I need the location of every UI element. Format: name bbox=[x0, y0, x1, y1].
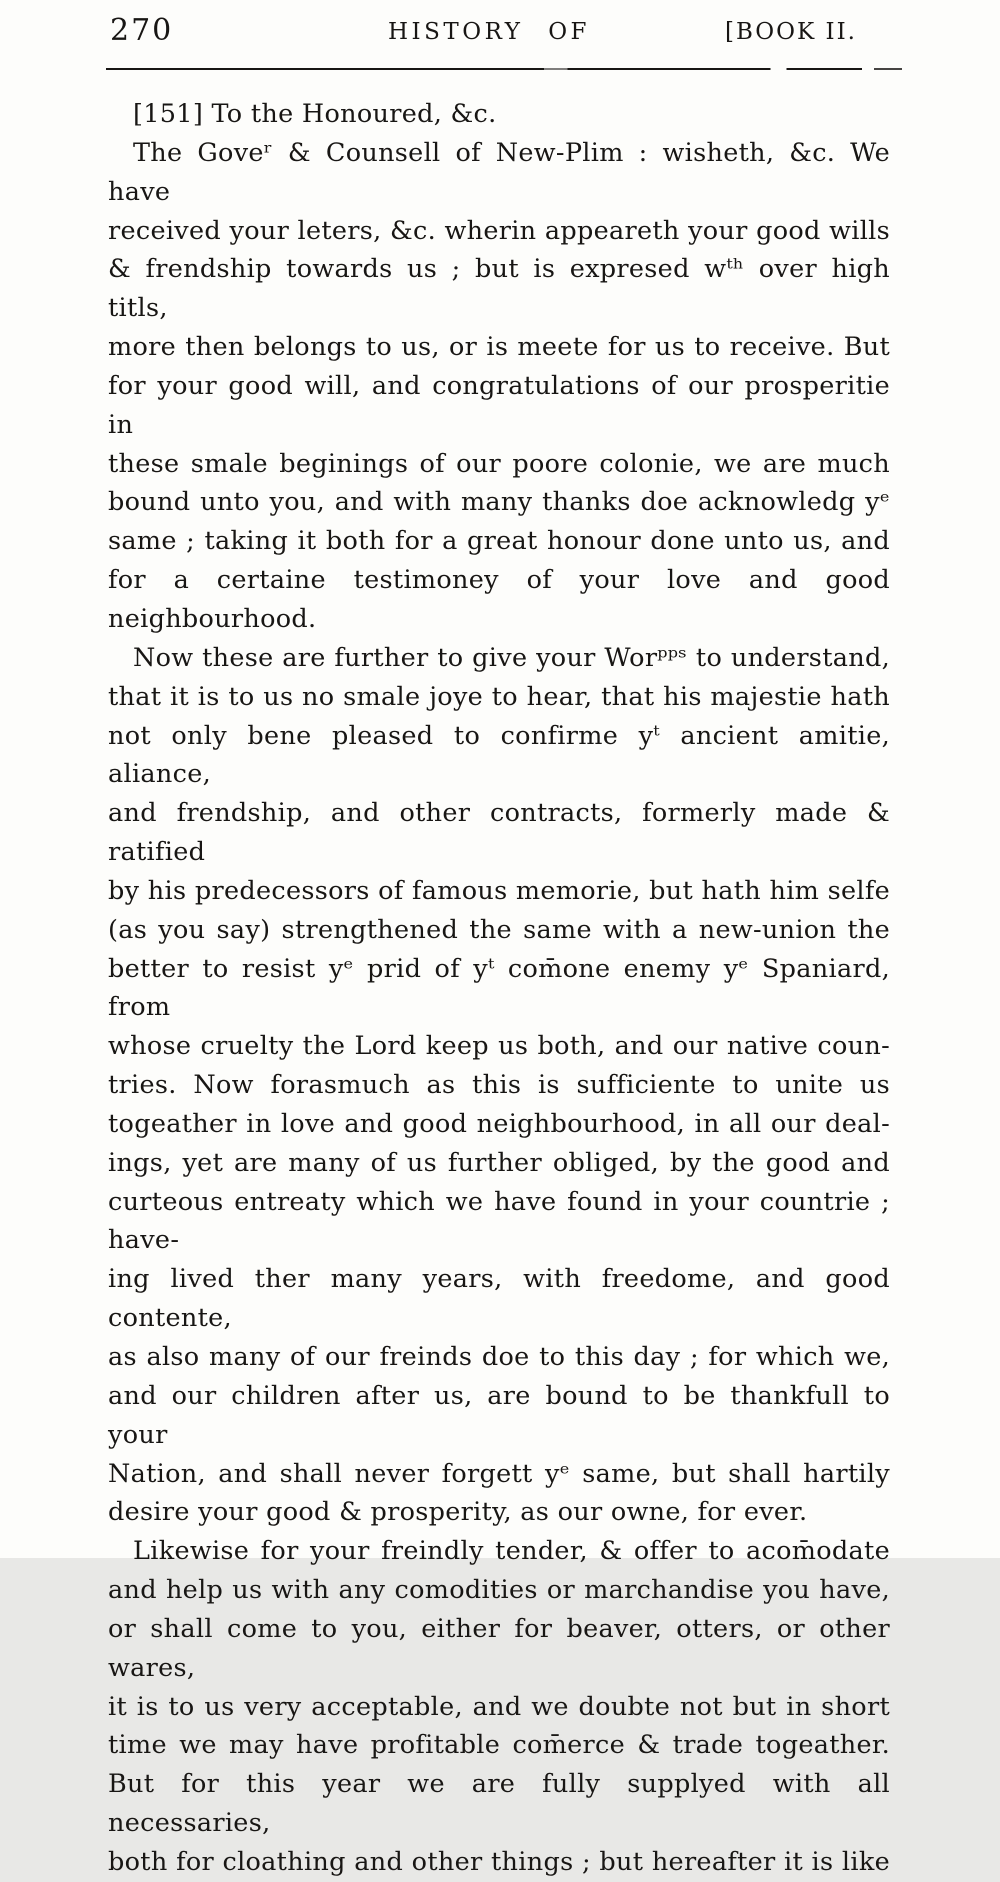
text-line: received your leters, &c. wherin appeareth your good wills bbox=[108, 215, 890, 246]
text-line: more then belongs to us, or is meete for us to receive. But bbox=[108, 332, 890, 363]
text-line: time we may have profitable com̄erce & trade togeather. bbox=[108, 1730, 890, 1761]
text-line: both for cloathing and other things ; but hereafter it is like bbox=[108, 1846, 890, 1877]
text-line: for a certaine testimoney of your love and good neighbourhood. bbox=[108, 565, 890, 634]
text-line: The Goveʳ & Counsell of New-Plim : wisheth, &c. We have bbox=[108, 137, 890, 207]
text-line: bound unto you, and with many thanks doe acknowledg yᵉ bbox=[108, 487, 890, 518]
text-line: these smale beginings of our poore colonie, we are much bbox=[108, 448, 890, 479]
running-head bbox=[0, 0, 1000, 60]
text-line: as also many of our freinds doe to this day ; for which we, bbox=[108, 1342, 890, 1372]
text-line: (as you say) strengthened the same with a new-union the bbox=[108, 914, 890, 945]
text-line: for your good will, and congratulations of our prosperitie in bbox=[108, 370, 890, 440]
text-line: tries. Now forasmuch as this is sufficiente to unite us bbox=[108, 1070, 890, 1101]
text-line: same ; taking it both for a great honour done unto us, and bbox=[108, 526, 890, 557]
text-line: better to resist yᵉ prid of yᵗ com̄one enemy yᵉ Spaniard, from bbox=[108, 953, 890, 1023]
text-line: whose cruelty the Lord keep us both, and our native coun- bbox=[108, 1031, 890, 1062]
text-line: Now these are further to give your Worᵖᵖˢ to understand, bbox=[133, 642, 890, 673]
text-line: desire your good & prosperity, as our owne, for ever. bbox=[108, 1497, 808, 1528]
text-line: not only bene pleased to confirme yᵗ ancient amitie, aliance, bbox=[108, 720, 890, 790]
text-line: Likewise for your freindly tender, & offer to acom̄odate bbox=[133, 1536, 890, 1567]
text-line: togeather in love and good neighbourhood, in all our deal- bbox=[108, 1108, 890, 1139]
text-line: and our children after us, are bound to be thankfull to your bbox=[108, 1380, 890, 1450]
text-line: But for this year we are fully supplyed with all necessaries, bbox=[108, 1769, 890, 1839]
text-line: ings, yet are many of us further obliged, by the good and bbox=[108, 1147, 890, 1178]
page-number: 270 bbox=[110, 13, 174, 48]
text-line: by his predecessors of famous memorie, but hath him selfe bbox=[108, 875, 890, 906]
page-body bbox=[108, 95, 890, 1882]
text-line: curteous entreaty which we have found in your countrie ; have- bbox=[108, 1186, 890, 1256]
text-line: it is to us very acceptable, and we doubte not but in short bbox=[108, 1691, 890, 1722]
running-title: HISTORY OF bbox=[387, 19, 591, 45]
text-line: [151] To the Honoured, &c. bbox=[133, 99, 497, 129]
text-line: & frendship towards us ; but is expresed wᵗʰ over high titls, bbox=[108, 254, 890, 324]
header-rule bbox=[106, 68, 902, 70]
text-line: ing lived ther many years, with freedome, and good contente, bbox=[108, 1264, 890, 1334]
text-line: and help us with any comodities or marchandise you have, bbox=[108, 1575, 890, 1606]
text-line: and frendship, and other contracts, formerly made & ratified bbox=[108, 798, 890, 868]
text-line: or shall come to you, either for beaver, otters, or other wares, bbox=[108, 1613, 890, 1683]
book-label: [BOOK II. bbox=[725, 19, 857, 45]
text-line: that it is to us no smale joye to hear, that his majestie hath bbox=[108, 681, 890, 712]
text-line: Nation, and shall never forgett yᵉ same, but shall hartily bbox=[108, 1458, 890, 1489]
